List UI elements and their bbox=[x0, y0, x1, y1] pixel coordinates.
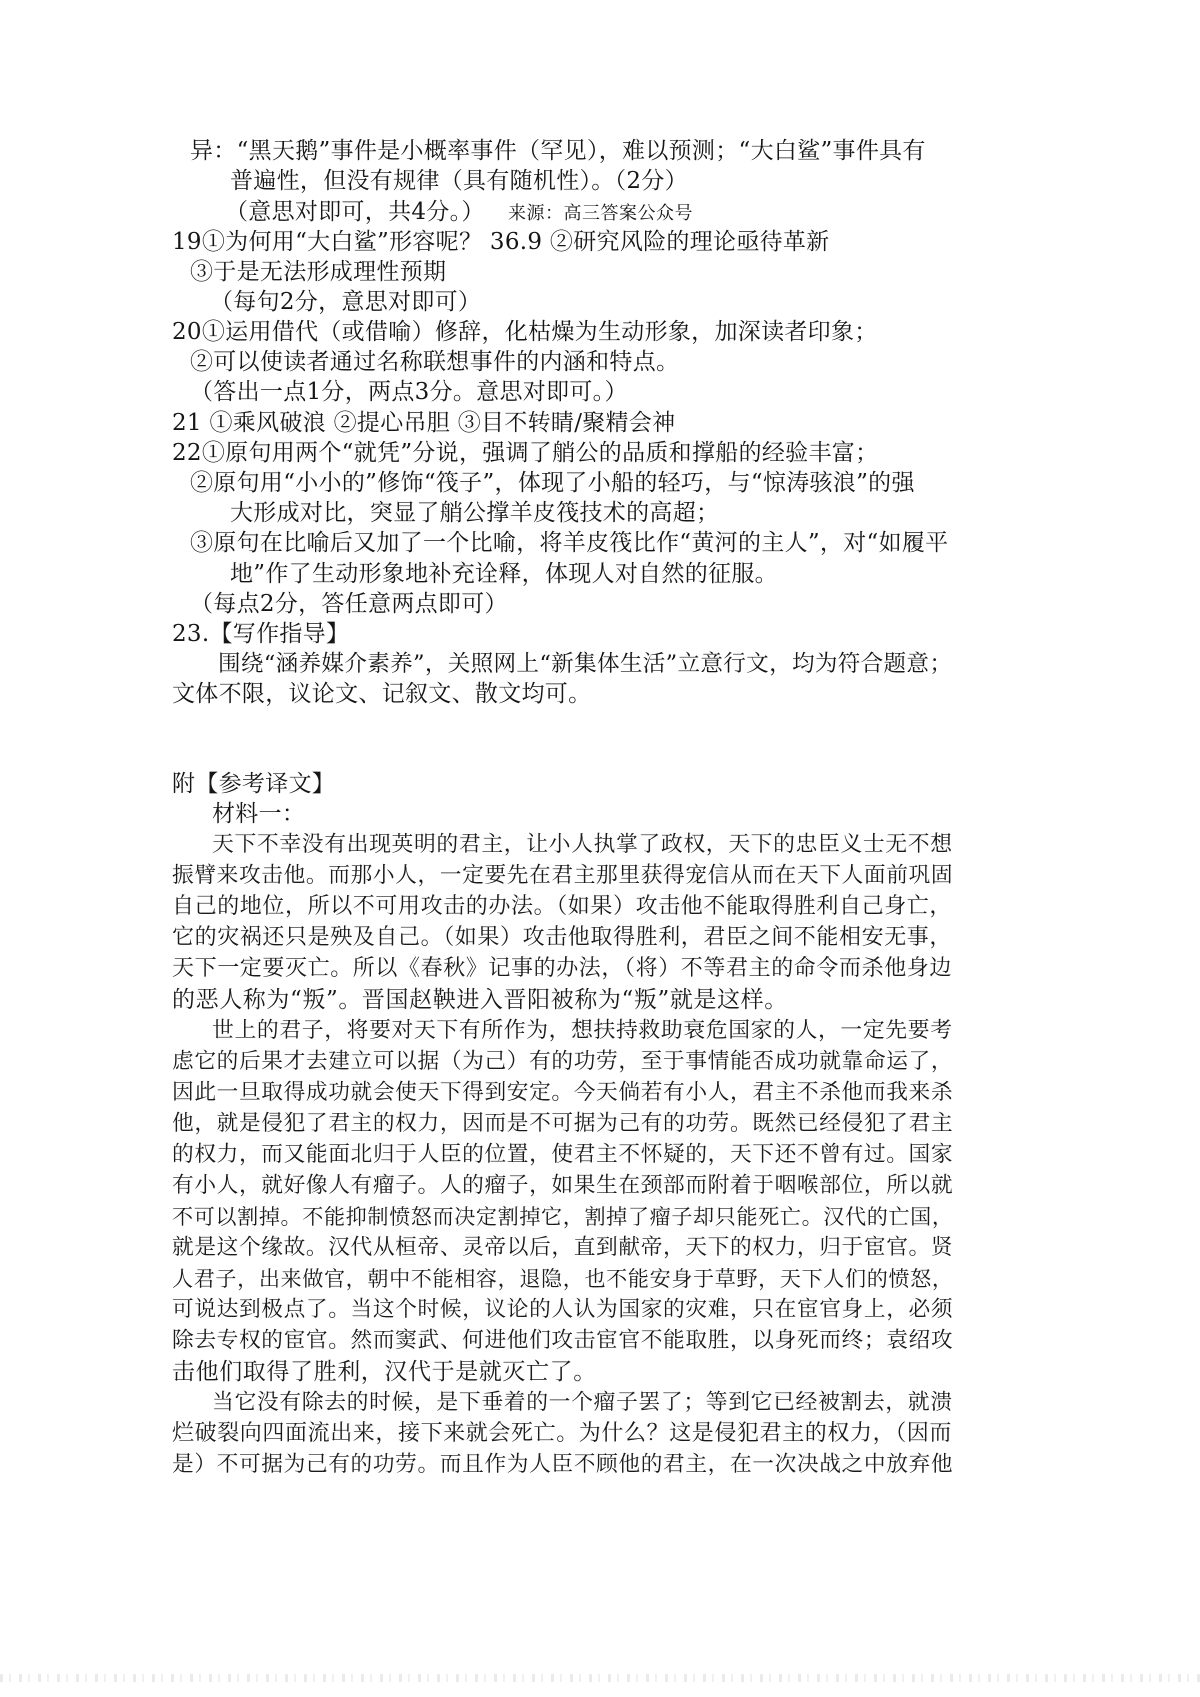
answer-line: （答出一点1分，两点3分。意思对即可。） bbox=[190, 379, 628, 405]
answer-line: （意思对即可，共4分。） bbox=[225, 199, 485, 225]
translation-line: 击他们取得了胜利，汉代于是就灭亡了。 bbox=[172, 1359, 597, 1385]
translation-line: 有小人，就好像人有瘤子。人的瘤子，如果生在颈部而附着于咽喉部位，所以就 bbox=[172, 1173, 954, 1198]
translation-line: 的权力，而又能面北归于人臣的位置，使君主不怀疑的，天下还不曾有过。国家 bbox=[172, 1142, 954, 1167]
translation-line: 的恶人称为“叛”。晋国赵鞅进入晋阳被称为“叛”就是这样。 bbox=[172, 987, 788, 1013]
answer-line: 普遍性，但没有规律（具有随机性）。（2分） bbox=[230, 168, 688, 194]
answer-line: 22①原句用两个“就凭”分说，强调了艄公的品质和撑船的经验丰富； bbox=[172, 440, 879, 466]
scan-noise-strip bbox=[0, 1674, 1200, 1682]
translation-line: 天下一定要灭亡。所以《春秋》记事的办法，（将）不等君主的命令而杀他身边 bbox=[172, 956, 952, 981]
answer-line: 异：“黑天鹅”事件是小概率事件（罕见），难以预测；“大白鲨”事件具有 bbox=[190, 138, 926, 164]
translation-line: 烂破裂向四面流出来，接下来就会死亡。为什么？这是侵犯君主的权力，（因而 bbox=[172, 1421, 952, 1446]
translation-line: 因此一旦取得成功就会使天下得到安定。今天倘若有小人，君主不杀他而我来杀 bbox=[172, 1080, 954, 1105]
translation-line: 自己的地位，所以不可用攻击的办法。（如果）攻击他不能取得胜利自己身亡， bbox=[172, 894, 952, 919]
answer-line: ③原句在比喻后又加了一个比喻，将羊皮筏比作“黄河的主人”，对“如履平 bbox=[190, 530, 949, 556]
answer-line: ②可以使读者通过名称联想事件的内涵和特点。 bbox=[190, 349, 680, 375]
translation-line: 振臂来攻击他。而那小人，一定要先在君主那里获得宠信从而在天下人面前巩固 bbox=[172, 863, 954, 888]
translation-line: 它的灾祸还只是殃及自己。（如果）攻击他取得胜利，君臣之间不能相安无事， bbox=[172, 925, 952, 950]
answer-line: 19①为何用“大白鲨”形容呢？ 36.9 ②研究风险的理论亟待革新 bbox=[172, 229, 830, 255]
answer-line: 21 ①乘风破浪 ②提心吊胆 ③目不转睛/聚精会神 bbox=[172, 410, 676, 436]
answer-line: 地”作了生动形象地补充诠释，体现人对自然的征服。 bbox=[230, 561, 778, 587]
answer-line: 大形成对比，突显了艄公撑羊皮筏技术的高超； bbox=[230, 500, 720, 526]
translation-line: 天下不幸没有出现英明的君主，让小人执掌了政权，天下的忠臣义士无不想 bbox=[212, 832, 953, 857]
answer-line: ②原句用“小小的”修饰“筏子”，体现了小船的轻巧，与“惊涛骇浪”的强 bbox=[190, 470, 915, 496]
section-heading: 23.【写作指导】 bbox=[172, 621, 350, 647]
translation-heading: 附【参考译文】 bbox=[172, 771, 336, 797]
translation-line: 是）不可据为己有的功劳。而且作为人臣不顾他的君主，在一次决战之中放弃他 bbox=[172, 1452, 954, 1477]
translation-line: 人君子，出来做官，朝中不能相容，退隐，也不能安身于草野，天下人们的愤怒， bbox=[172, 1266, 954, 1291]
answer-line: 20①运用借代（或借喻）修辞，化枯燥为生动形象，加深读者印象； bbox=[172, 319, 878, 345]
translation-subheading: 材料一： bbox=[212, 801, 306, 827]
answer-line: （每句2分，意思对即可） bbox=[210, 289, 482, 315]
answer-line: 文体不限，议论文、记叙文、散文均可。 bbox=[172, 681, 592, 707]
answer-line: 围绕“涵养媒介素养”，关照网上“新集体生活”立意行文，均为符合题意； bbox=[218, 651, 953, 677]
translation-line: 就是这个缘故。汉代从桓帝、灵帝以后，直到献帝，天下的权力，归于宦官。贤 bbox=[172, 1235, 954, 1260]
translation-line: 世上的君子，将要对天下有所作为，想扶持救助衰危国家的人，一定先要考 bbox=[212, 1018, 953, 1043]
translation-line: 当它没有除去的时候，是下垂着的一个瘤子罢了；等到它已经被割去，就溃 bbox=[212, 1390, 953, 1415]
answer-line: ③于是无法形成理性预期 bbox=[190, 259, 447, 285]
source-note: 来源：高三答案公众号 bbox=[508, 203, 693, 224]
translation-line: 不可以割掉。不能抑制愤怒而决定割掉它，割掉了瘤子却只能死亡。汉代的亡国， bbox=[172, 1204, 954, 1229]
answer-line: （每点2分，答任意两点即可） bbox=[190, 591, 508, 617]
translation-line: 除去专权的宦官。然而窦武、何进他们攻击宦官不能取胜，以身死而终；袁绍攻 bbox=[172, 1328, 954, 1353]
translation-line: 可说达到极点了。当这个时候，议论的人认为国家的灾难，只在宦官身上，必须 bbox=[172, 1297, 954, 1322]
translation-line: 虑它的后果才去建立可以据（为己）有的功劳，至于事情能否成功就靠命运了， bbox=[172, 1049, 954, 1074]
translation-line: 他，就是侵犯了君主的权力，因而是不可据为己有的功劳。既然已经侵犯了君主 bbox=[172, 1111, 954, 1136]
